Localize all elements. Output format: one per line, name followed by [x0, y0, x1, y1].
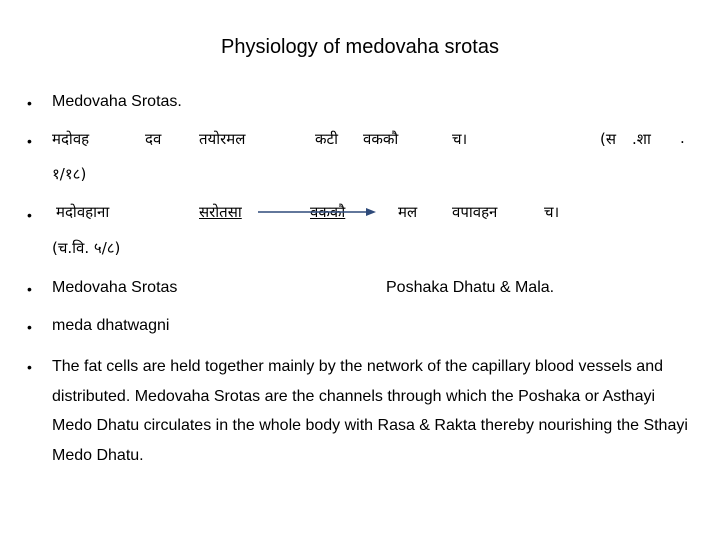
bullet-2-word-5: वककौ — [363, 130, 399, 148]
bullet-2-word-3: तयोरमल — [199, 130, 246, 148]
bullet-6-marker: • — [27, 359, 32, 375]
bullet-4-left: Medovaha Srotas — [52, 279, 178, 296]
bullet-3-word-4: मल — [398, 203, 418, 221]
bullet-2-reference-c: . — [680, 129, 685, 147]
bullet-3-marker: • — [27, 207, 32, 223]
bullet-5-marker: • — [27, 319, 32, 335]
bullet-5-text: meda dhatwagni — [52, 317, 170, 334]
bullet-2-marker: • — [27, 133, 32, 149]
bullet-2-reference-cont: १/१८) — [52, 165, 87, 183]
bullet-6-paragraph: The fat cells are held together mainly by the network of the capillary blood vessels and distributed. Medovaha Srotas are the channels through which the Poshaka or Asthayi Medo Dhatu circulates in the whole body with Rasa & Rakta thereby nourishing the Sthayi Medo Dhatu. — [52, 358, 688, 464]
arrow-head — [366, 208, 376, 216]
bullet-3-word-5: वपावहन — [452, 203, 498, 221]
bullet-1-marker: • — [27, 95, 32, 111]
bullet-3-word-6: च। — [544, 203, 560, 221]
bullet-2-reference-b: .शा — [632, 130, 651, 148]
bullet-3-word-3: वककौ — [310, 203, 346, 221]
bullet-3-reference: (च.वि. ५/८) — [52, 239, 121, 257]
bullet-3-word-2: सरोतसा — [199, 203, 242, 221]
bullet-2-word-2: दव — [145, 130, 162, 148]
bullet-2-word-6: च। — [452, 130, 468, 148]
bullet-2-word-1: मदोवह — [52, 130, 90, 148]
bullet-1-text: Medovaha Srotas. — [52, 93, 182, 110]
bullet-2-reference-a: (स — [600, 130, 616, 148]
slide-title: Physiology of medovaha srotas — [221, 36, 499, 58]
bullet-4-right: Poshaka Dhatu & Mala. — [386, 279, 555, 296]
bullet-2-word-4: कटी — [315, 130, 338, 148]
bullet-3-word-1: मदोवहाना — [56, 203, 110, 221]
bullet-4-marker: • — [27, 281, 32, 297]
